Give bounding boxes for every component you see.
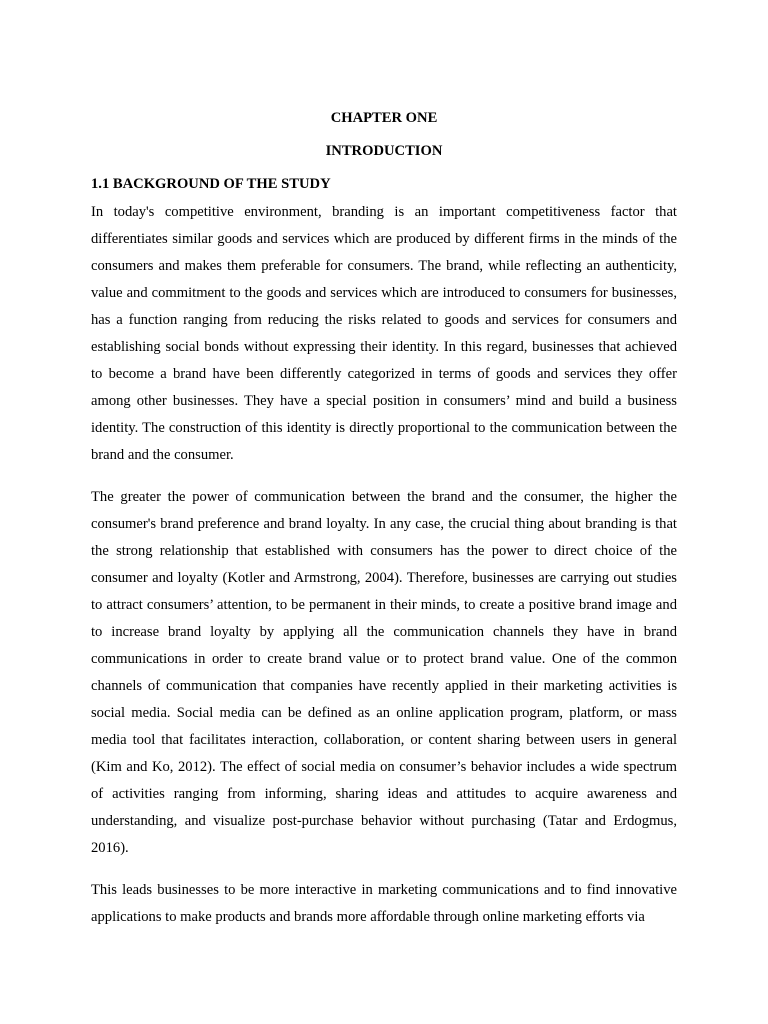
page-content: [91, 109, 677, 931]
chapter-label: CHAPTER ONE: [330, 110, 438, 126]
paragraph-1: In today's competitive environment, branding is an important competitiveness factor that differentiates similar goods and services which are produced by different firms in the minds of the consumers and makes them preferable for consumers. The brand, while reflecting an authenticity, value and commitment to the goods and services which are introduced to consumers for businesses, has a function ranging from reducing the risks related to goods and services for consumers and establishing social bonds without expressing their identity. In this regard, businesses that achieved to become a brand have been differently categorized in terms of goods and services they offer among other businesses. They have a special position in consumers’ mind and build a business identity. The construction of this identity is directly proportional to the communication between the brand and the consumer.: [91, 204, 677, 463]
section-heading: 1.1 BACKGROUND OF THE STUDY: [91, 176, 331, 192]
paragraph-2: The greater the power of communication between the brand and the consumer, the higher the consumer's brand preference and brand loyalty. In any case, the crucial thing about branding is that the strong relationship that established with consumers has the power to direct choice of the consumer and loyalty (Kotler and Armstrong, 2004). Therefore, businesses are carrying out studies to attract consumers’ attention, to be permanent in their minds, to create a positive brand image and to increase brand loyalty by applying all the communication channels they have in brand communications in order to create brand value or to protect brand value. One of the common channels of communication that companies have recently applied in their marketing activities is social media. Social media can be defined as an online application program, platform, or mass media tool that facilitates interaction, collaboration, or content sharing between users in general (Kim and Ko, 2012). The effect of social media on consumer’s behavior includes a wide spectrum of activities ranging from informing, sharing ideas and attitudes to acquire awareness and understanding, and visualize post-purchase behavior without purchasing (Tatar and Erdogmus, 2016).: [91, 489, 677, 856]
paragraph-3: This leads businesses to be more interactive in marketing communications and to find innovative applications to make products and brands more affordable through online marketing efforts via: [91, 882, 677, 925]
chapter-title: INTRODUCTION: [325, 143, 443, 159]
